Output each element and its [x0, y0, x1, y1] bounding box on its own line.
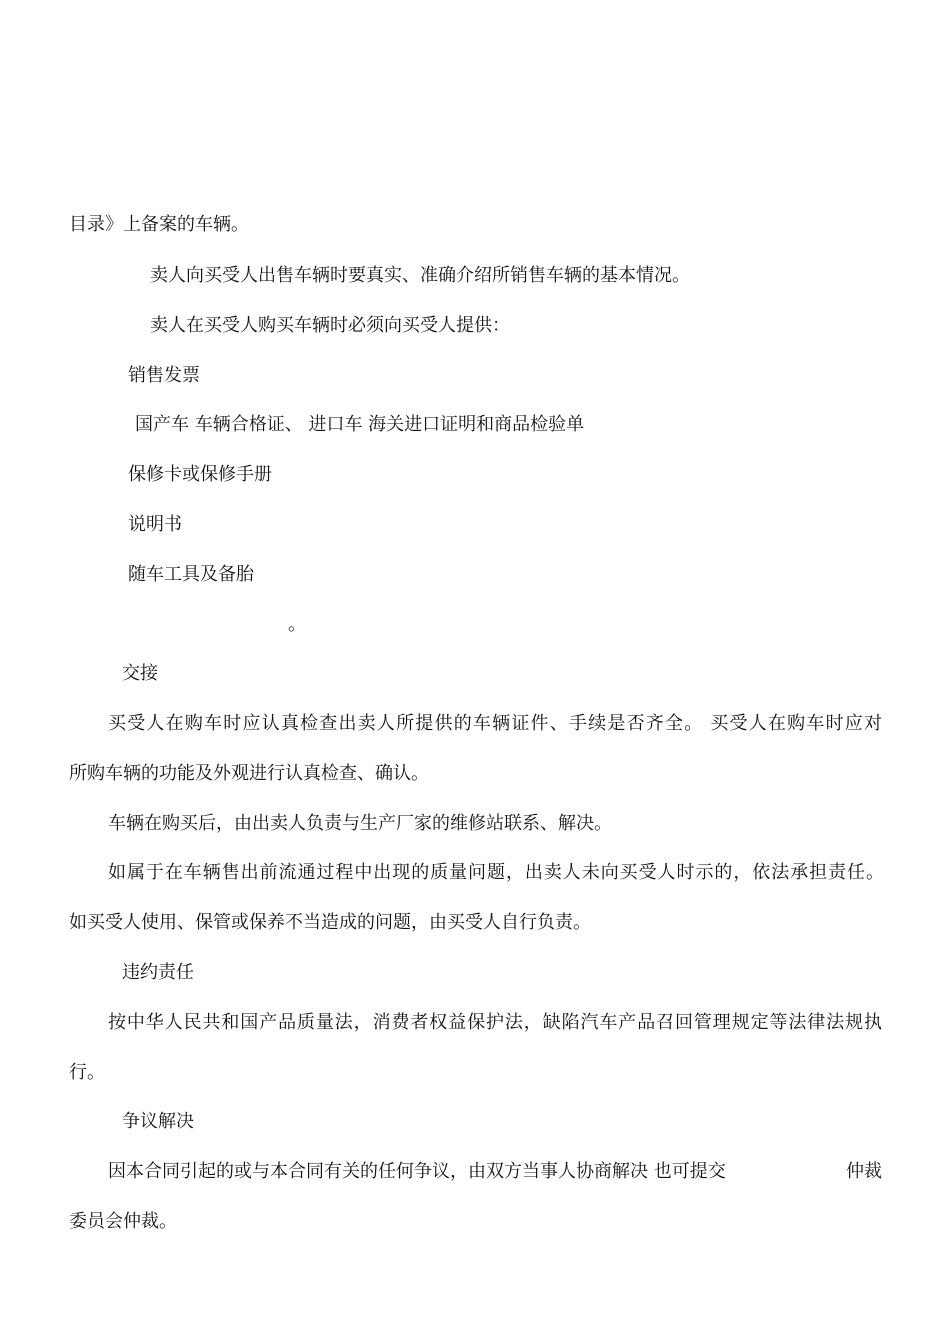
paragraph-line: 委员会仲裁。 [69, 1211, 177, 1232]
list-item: 随车工具及备胎 [128, 564, 254, 585]
paragraph-line: 车辆在购买后，由出卖人负责与生产厂家的维修站联系、解决。 [108, 813, 612, 834]
paragraph-line: 如买受人使用、保管或保养不当造成的问题，由买受人自行负责。 [69, 912, 591, 933]
section-heading: 争议解决 [122, 1111, 194, 1132]
text-line: 卖人向买受人出售车辆时要真实、准确介绍所销售车辆的基本情况。 [150, 265, 690, 286]
paragraph-line: 所购车辆的功能及外观进行认真检查、确认。 [69, 763, 429, 784]
list-item: 销售发票 [128, 365, 200, 386]
list-item: 。 [288, 614, 306, 635]
list-item: 说明书 [128, 514, 182, 535]
text-line: 卖人在买受人购买车辆时必须向买受人提供： [150, 315, 510, 336]
paragraph-line: 行。 [69, 1062, 105, 1083]
list-item: 保修卡或保修手册 [128, 464, 272, 485]
paragraph-line: 因本合同引起的或与本合同有关的任何争议，由双方当事人协商解决 也可提交 [108, 1161, 726, 1182]
paragraph-line: 仲裁 [846, 1161, 882, 1182]
paragraph-line: 按中华人民共和国产品质量法，消费者权益保护法，缺陷汽车产品召回管理规定等法律法规执 [108, 1012, 882, 1033]
list-item: 国产车 车辆合格证、 进口车 海关进口证明和商品检验单 [135, 414, 585, 435]
section-heading: 违约责任 [122, 962, 194, 983]
text-line: 目录》上备案的车辆。 [69, 214, 249, 235]
paragraph-line: 买受人在购车时应认真检查出卖人所提供的车辆证件、手续是否齐全。 买受人在购车时应对 [108, 713, 882, 734]
paragraph-line: 如属于在车辆售出前流通过程中出现的质量问题，出卖人未向买受人时示的，依法承担责任。 [108, 862, 884, 883]
section-heading: 交接 [122, 663, 158, 684]
